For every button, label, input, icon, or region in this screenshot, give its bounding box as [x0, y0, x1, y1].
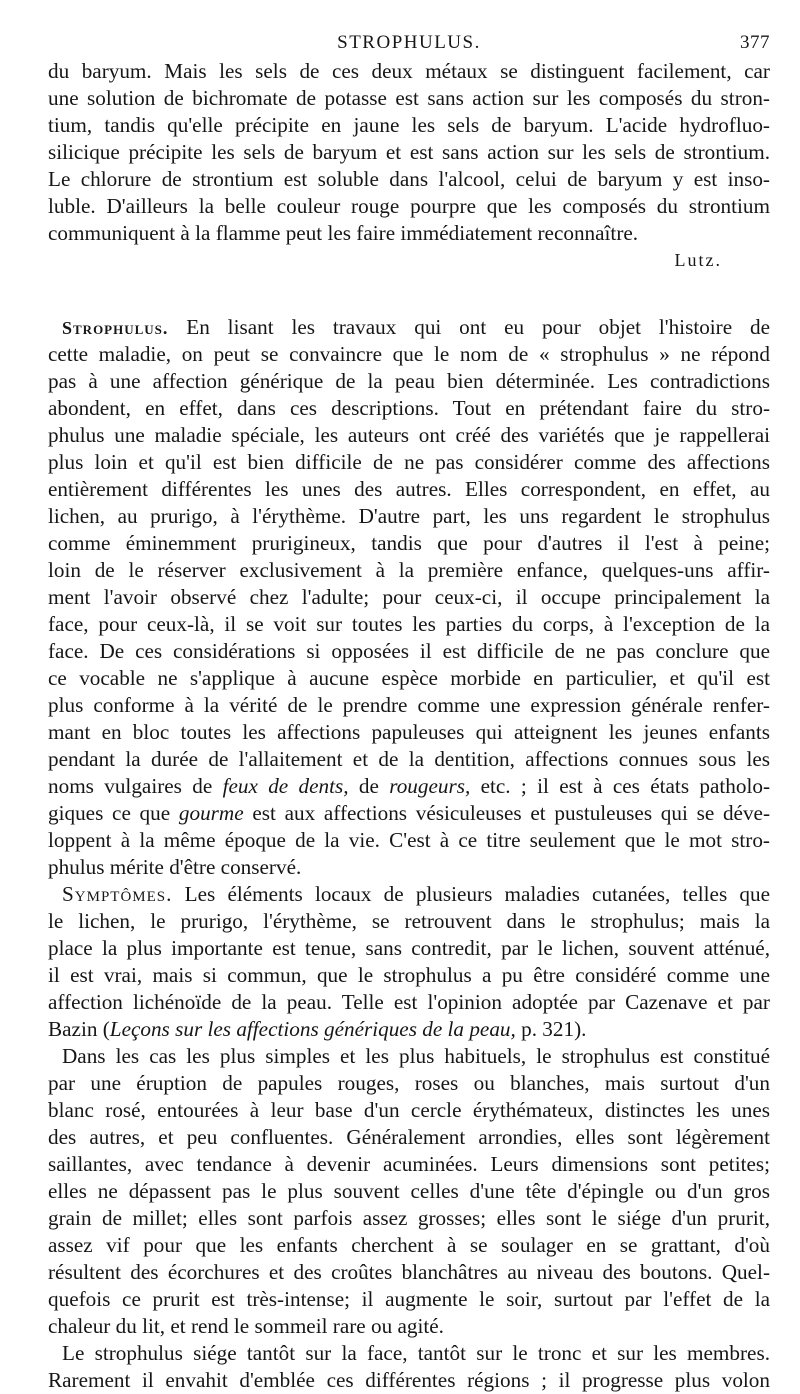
text-line: entièrement différentes les unes des autres. Elles correspondent, en effet, au [48, 477, 770, 501]
text-line: saillantes, avec tendance à devenir acuminées. Leurs dimensions sont petites; [48, 1152, 770, 1176]
text-line: place la plus importante est tenue, sans contredit, par le lichen, souvent atténué, [48, 936, 770, 960]
text-line: tium, tandis qu'elle précipite en jaune les sels de baryum. L'acide hydrofluo- [48, 113, 770, 137]
text-run: p. 321). [515, 1017, 587, 1041]
text-line: plus loin et qu'il est bien difficile de ne pas considérer comme des affections [48, 450, 770, 474]
text-line: communiquent à la flamme peut les faire immédiatement reconnaître. [48, 221, 639, 245]
section-gap [48, 274, 770, 314]
text-line: une solution de bichromate de potasse est sans action sur les composés du stron- [48, 86, 770, 110]
italic-text: feux de dents, [222, 774, 349, 798]
text-line: ment l'avoir observé chez l'adulte; pour ceux-ci, il occupe principalement la [48, 585, 770, 609]
text-line: comme éminemment prurigineux, tandis que pour d'autres il l'est à peine; [48, 531, 770, 555]
italic-text: Leçons sur les affections génériques de la peau, [109, 1017, 516, 1041]
text-line: loppent à la même époque de la vie. C'est à ce titre seulement que le mot stro- [48, 828, 770, 852]
text-line [48, 773, 770, 800]
text-line: résultent des écorchures et des croûtes blanchâtres au niveau des boutons. Quel- [48, 1260, 770, 1284]
text-run: En lisant les travaux qui ont eu pour objet l'histoire de [168, 315, 770, 339]
text-run: noms vulgaires de [48, 774, 223, 798]
text-line: affection lichénoïde de la peau. Telle est l'opinion adoptée par Cazenave et par [48, 990, 770, 1014]
text-line: le lichen, le prurigo, l'érythème, se retrouvent dans le strophulus; mais la [48, 909, 770, 933]
text-run: est aux affections vésiculeuses et pustuleuses qui se déve- [243, 801, 771, 825]
italic-text: rougeurs, [389, 774, 471, 798]
text-line: Rarement il envahit d'emblée ces différentes régions ; il progresse plus volon [48, 1368, 770, 1392]
text-line: face, pour ceux-là, il se voit sur toutes les parties du corps, à l'exception de la [48, 612, 770, 636]
page-number: 377 [740, 32, 770, 53]
text-line: Le chlorure de strontium est soluble dans l'alcool, celui de baryum y est inso- [48, 167, 770, 191]
text-run: giques ce que [48, 801, 179, 825]
text-line: face. De ces considérations si opposées il est difficile de ne pas conclure que [48, 639, 770, 663]
text-line: blanc rosé, entourées à leur base d'un cercle érythémateux, distinctes les unes [48, 1098, 770, 1122]
text-run: Les éléments locaux de plusieurs maladies cutanées, telles que [172, 882, 770, 906]
text-line: chaleur du lit, et rend le sommeil rare ou agité. [48, 1314, 444, 1338]
text-line: phulus mérite d'être conservé. [48, 855, 302, 879]
text-line: silicique précipite les sels de baryum et est sans action sur les sels de strontium. [48, 140, 770, 164]
text-line: par une éruption de papules rouges, roses ou blanches, mais surtout d'un [48, 1071, 770, 1095]
text-run: etc. ; il est à ces états patholo- [470, 774, 771, 798]
italic-text: gourme [178, 801, 244, 825]
text-line: assez vif pour que les enfants cherchent à se soulager en se grattant, d'où [48, 1233, 770, 1257]
text-line [48, 1016, 770, 1043]
running-title: STROPHULUS. [337, 32, 481, 53]
text-line: pendant la durée de l'allaitement et de la dentition, affections connues sous les [48, 747, 770, 771]
text-line: pas à une affection générique de la peau bien déterminée. Les contradictions [48, 369, 770, 393]
text-line: grain de millet; elles sont parfois assez grosses; elles sont le siége d'un prurit, [48, 1206, 770, 1230]
running-header [48, 32, 770, 56]
text-line: mant en bloc toutes les affections papuleuses qui atteignent les jeunes enfants [48, 720, 770, 744]
text-line [48, 881, 770, 908]
article-heading: Strophulus. [62, 318, 169, 338]
text-line [48, 314, 770, 341]
text-line: luble. D'ailleurs la belle couleur rouge pourpre que les composés du strontium [48, 194, 770, 218]
author-signature: Lutz. [674, 250, 722, 270]
text-line [48, 800, 770, 827]
text-line: Dans les cas les plus simples et les plus habituels, le strophulus est constitué [62, 1044, 770, 1068]
text-run: de [348, 774, 390, 798]
text-line: phulus une maladie spéciale, les auteurs ont créé des variétés que je rappellerai [48, 423, 770, 447]
body-text [48, 58, 770, 1394]
text-line: cette maladie, on peut se convaincre que le nom de « strophulus » ne répond [48, 342, 770, 366]
text-line: il est vrai, mais si commun, que le strophulus a pu être considéré comme une [48, 963, 770, 987]
text-line: des autres, et peu confluentes. Généralement arrondies, elles sont légèrement [48, 1125, 770, 1149]
text-line: ce vocable ne s'applique à aucune espèce morbide en particulier, et qu'il est [48, 666, 770, 690]
text-line: quefois ce prurit est très-intense; il augmente le soir, surtout par l'effet de la [48, 1287, 770, 1311]
text-line: elles ne dépassent pas le plus souvent celles d'une tête d'épingle ou d'un gros [48, 1179, 770, 1203]
text-line: plus conforme à la vérité de le prendre comme une expression générale renfer- [48, 693, 770, 717]
text-run: Bazin ( [48, 1017, 110, 1041]
text-line: loin de le réserver exclusivement à la première enfance, quelques-uns affir- [48, 558, 770, 582]
text-line: du baryum. Mais les sels de ces deux métaux se distinguent facilement, car [48, 59, 770, 83]
text-line: Le strophulus siége tantôt sur la face, tantôt sur le tronc et sur les membres. [62, 1341, 770, 1365]
text-line: lichen, au prurigo, à l'érythème. D'autre part, les uns regardent le strophulus [48, 504, 770, 528]
section-label: Symptômes. [62, 882, 173, 906]
text-line: abondent, en effet, dans ces descriptions. Tout en prétendant faire du stro- [48, 396, 770, 420]
